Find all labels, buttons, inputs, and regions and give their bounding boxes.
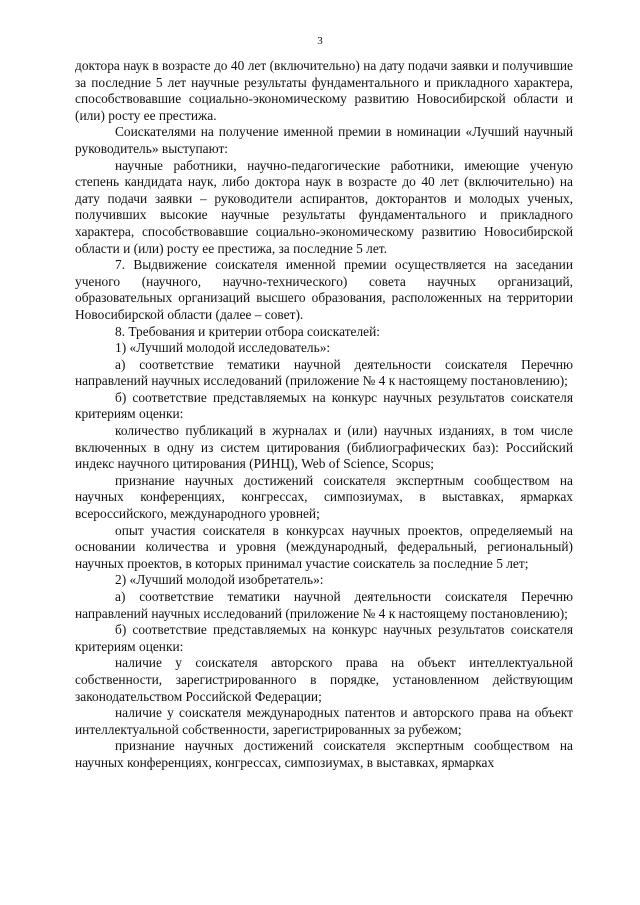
- paragraph-criterion-recognition: признание научных достижений соискателя экспертным сообществом на научных конференциях, конгрессах, симпозиумах, в выставках, ярмарках всероссийского, международного уровней;: [75, 472, 573, 522]
- paragraph-best-supervisor-criteria: научные работники, научно-педагогические работники, имеющие ученую степень кандидата наук, либо доктора наук в возрасте до 40 лет (включительно) на дату подачи заявки – руководители аспирантов, докторантов и молодых ученых, получивших высокие научные результаты фундаментального и прикладного характера, способствовавшие социально-экономическому развитию Новосибирской области и (или) росту ее престижа, за последние 5 лет.: [75, 157, 573, 256]
- paragraph-subitem-1a: а) соответствие тематики научной деятельности соискателя Перечню направлений научных исследований (приложение № 4 к настоящему постановлению);: [75, 356, 573, 389]
- paragraph-subitem-2: 2) «Лучший молодой изобретатель»:: [115, 572, 324, 588]
- paragraph-criterion-recognition-2: признание научных достижений соискателя экспертным сообществом на научных конференциях, конгрессах, симпозиумах, в выставках, ярмарках: [75, 738, 573, 770]
- page-number: 3: [317, 35, 323, 47]
- paragraph-item-8: 8. Требования и критерии отбора соискателей:: [115, 323, 381, 339]
- paragraph-subitem-2a: а) соответствие тематики научной деятельности соискателя Перечню направлений научных исследований (приложение № 4 к настоящему постановлению);: [75, 589, 573, 621]
- paragraph-subitem-1: 1) «Лучший молодой исследователь»:: [115, 340, 331, 356]
- paragraph-criterion-patents: наличие у соискателя международных патентов и авторского права на объект интеллектуальной собственности, зарегистрированных за рубежом;: [75, 705, 573, 737]
- paragraph-criterion-experience: опыт участия соискателя в конкурсах научных проектов, определяемый на основании количества и уровня (международный, федеральный, региональный) научных проектов, в которых принимал участие соискатель за последние 5 лет;: [75, 522, 573, 571]
- paragraph-continuation: доктора наук в возрасте до 40 лет (включительно) на дату подачи заявки и получившие за последние 5 лет научные результаты фундаментального и прикладного характера, способствовавшие социально-экономическому развитию Новосибирской области и (или) росту ее престижа.: [75, 58, 573, 123]
- paragraph-best-supervisor-intro: Соискателями на получение именной премии в номинации «Лучший научный руководитель» выступают:: [75, 124, 573, 156]
- document-body: [75, 58, 573, 772]
- paragraph-subitem-2b: б) соответствие представляемых на конкурс научных результатов соискателя критериям оценки:: [75, 622, 573, 654]
- paragraph-criterion-publications: количество публикаций в журналах и (или) научных изданиях, в том числе включенных в одну из систем цитирования (библиографических баз): Российский индекс научного цитирования (РИНЦ), Web of Science, Scopus;: [75, 423, 573, 472]
- paragraph-subitem-1b: б) соответствие представляемых на конкурс научных результатов соискателя критериям оценки:: [75, 389, 573, 422]
- paragraph-item-7: 7. Выдвижение соискателя именной премии осуществляется на заседании ученого (научного, научно-технического) совета научных организаций, образовательных организаций высшего образования, расположенных на территории Новосибирской области (далее – совет).: [75, 257, 573, 322]
- paragraph-criterion-copyright: наличие у соискателя авторского права на объект интеллектуальной собственности, зарегистрированного в порядке, установленном действующим законодательством Российской Федерации;: [75, 655, 573, 704]
